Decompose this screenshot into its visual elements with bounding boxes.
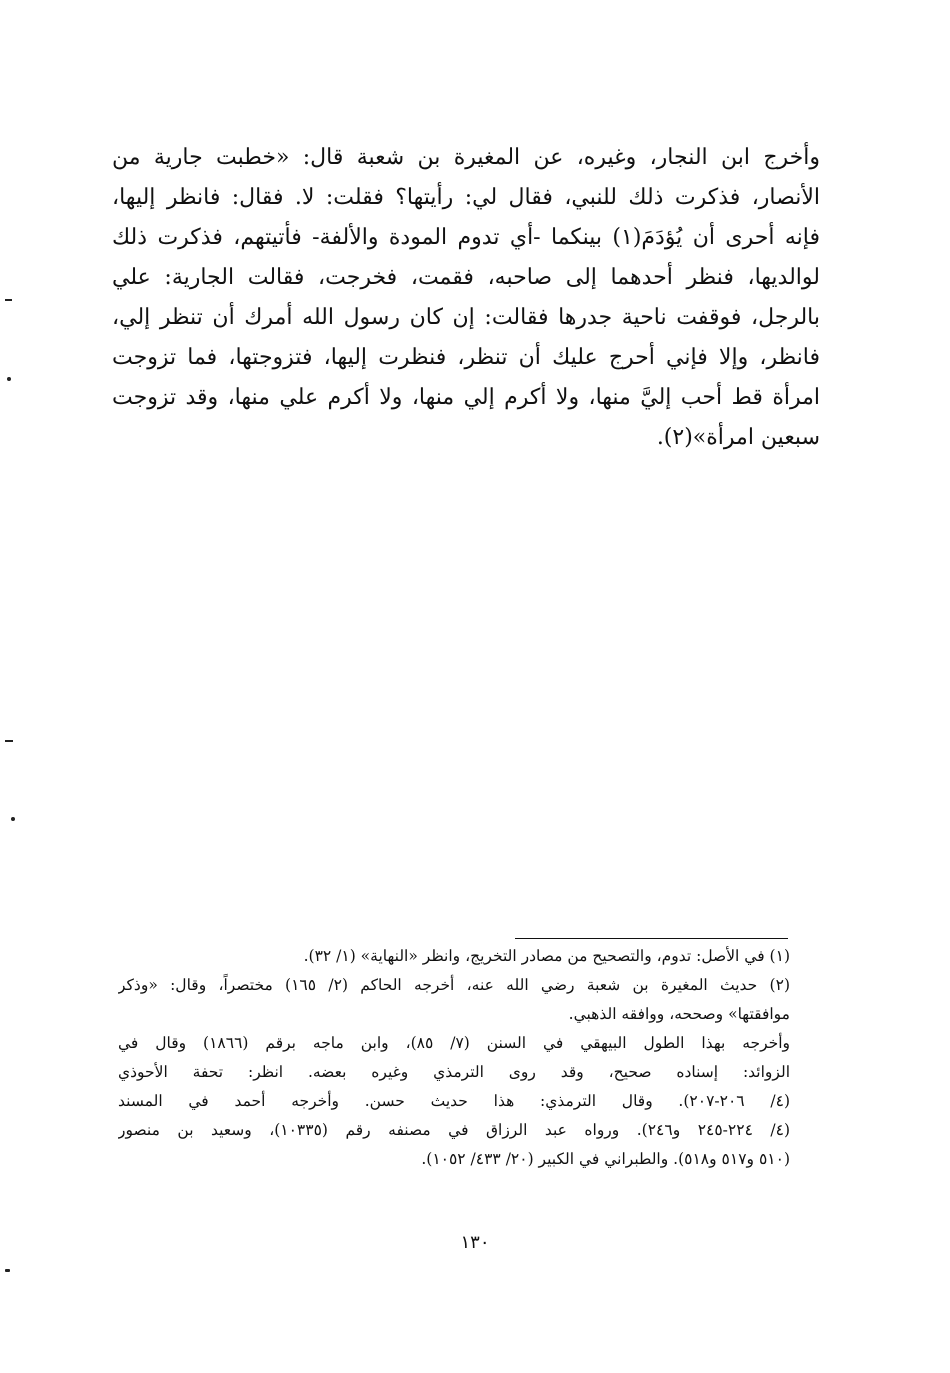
scan-mark <box>5 740 13 742</box>
main-text-line: الأنصار، فذكرت ذلك للنبي، فقال لي: رأيتها؟ فقلت: لا. فقال: فانظر إليها، <box>112 185 820 210</box>
main-text-line: وأخرج ابن النجار، وغيره، عن المغيرة بن شعبة قال: «خطبت جارية من <box>112 145 820 170</box>
footnote-line: (٤/ ٢٢٤-٢٤٥ و٢٤٦). ورواه عبد الرزاق في مصنفه رقم (١٠٣٣٥)، وسعيد بن منصور <box>118 1121 790 1139</box>
main-text-line: فإنه أحرى أن يُؤدَمَ(١) بينكما -أي تدوم المودة والألفة- فأتيتهم، فذكرت ذلك <box>112 225 820 250</box>
scan-mark <box>11 817 15 821</box>
main-text-line: فانظر، وإلا فإني أحرج عليك أن تنظر، فنظرت إليها، فتزوجتها، فما تزوجت <box>112 345 820 370</box>
page-number: ١٣٠ <box>460 1232 490 1253</box>
footnote-line: (٥١٠ و٥١٧ و٥١٨). والطبراني في الكبير (٢٠/ ٤٣٣/ ١٠٥٢). <box>421 1150 790 1168</box>
main-text-line: سبعين امرأة»(٢). <box>656 425 820 450</box>
footnote-line: (٤/ ٢٠٦-٢٠٧). وقال الترمذي: هذا حديث حسن. وأخرجه أحمد في المسند <box>118 1092 790 1110</box>
scan-mark <box>7 377 11 381</box>
footnote-separator <box>515 938 788 939</box>
footnote-line: وأخرجه بهذا الطول البيهقي في السنن (٧/ ٨٥)، وابن ماجه برقم (١٨٦٦) وقال في <box>118 1034 790 1052</box>
main-text-line: لوالديها، فنظر أحدهما إلى صاحبه، فقمت، فخرجت، فقالت الجارية: علي <box>112 265 820 290</box>
footnote-line: (١) في الأصل: تدوم، والتصحيح من مصادر التخريج، وانظر «النهاية» (١/ ٣٢). <box>303 947 790 965</box>
footnote-line: الزوائد: إسناده صحيح، وقد روى الترمذي وغيره بعضه. انظر: تحفة الأحوذي <box>118 1063 790 1081</box>
scan-mark <box>5 299 12 301</box>
main-text-block <box>112 138 820 458</box>
footnotes-block <box>118 942 790 1174</box>
footnote-line: (٢) حديث المغيرة بن شعبة رضي الله عنه، أخرجه الحاكم (٢/ ١٦٥) مختصراً، وقال: «وذكر <box>118 976 790 994</box>
scan-mark <box>5 1269 10 1272</box>
footnote-line: موافقتها» وصححه، ووافقه الذهبي. <box>568 1005 790 1023</box>
main-text-line: بالرجل، فوقفت ناحية جدرها فقالت: إن كان رسول الله أمرك أن تنظر إلي، <box>112 305 820 330</box>
main-text-line: امرأة قط أحب إليَّ منها، ولا أكرم إلي منها، ولا أكرم علي منها، وقد تزوجت <box>112 385 820 410</box>
